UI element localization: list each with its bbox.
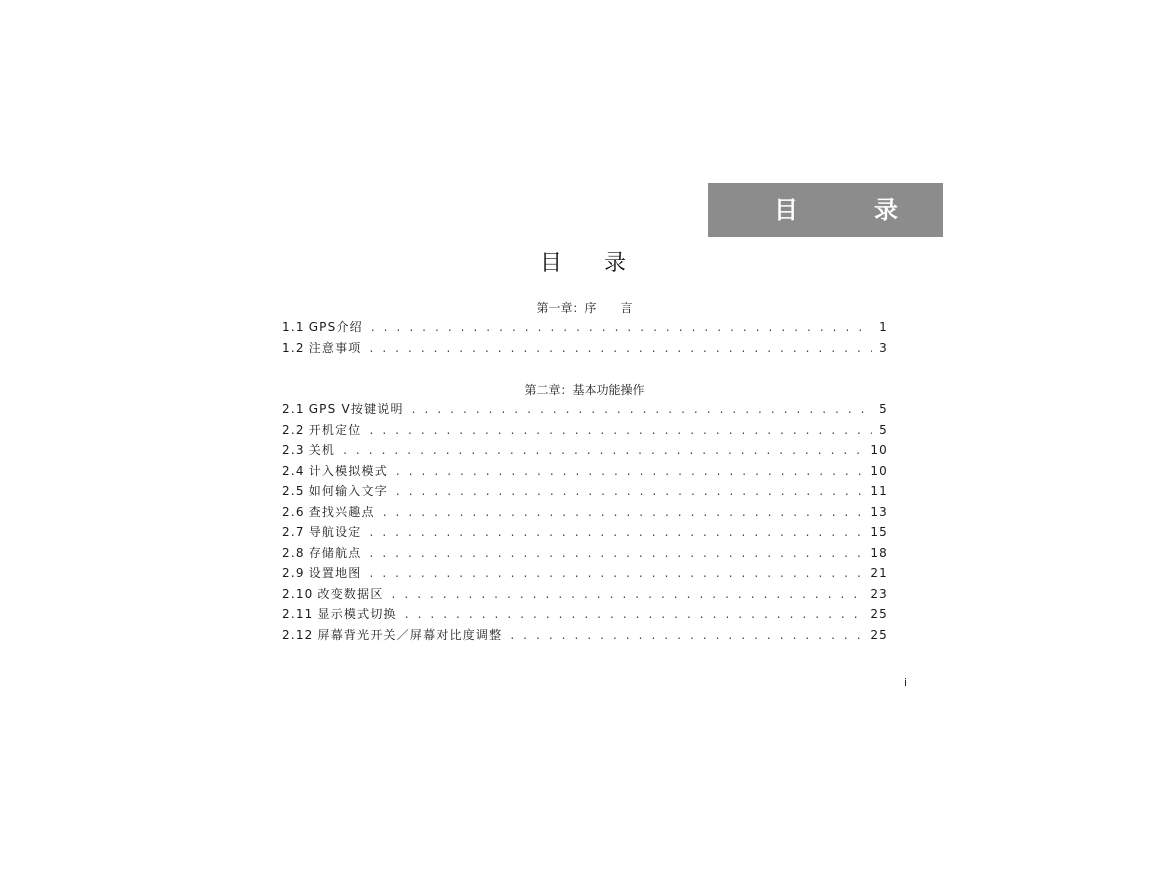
toc-entry-title: 导航设定 — [308, 525, 362, 539]
toc-entry-page: 15 — [870, 525, 888, 539]
toc-entry[interactable] — [282, 422, 888, 443]
toc-entry-title: 显示模式切换 — [317, 607, 397, 621]
toc-entry-title: 注意事项 — [308, 340, 362, 355]
toc-dot-leader — [396, 463, 864, 479]
header-tab-char-2: 录 — [874, 196, 898, 224]
toc-list-chapter-1 — [282, 319, 888, 360]
toc-dot-leader — [510, 627, 864, 643]
toc-dot-leader — [370, 524, 865, 540]
toc-entry-page: 10 — [870, 443, 888, 457]
toc-entry-title: GPS V按键说明 — [308, 402, 404, 416]
toc-entry-number: 2.12 — [282, 627, 314, 642]
toc-dot-leader — [370, 565, 865, 581]
toc-dot-leader — [383, 504, 865, 520]
toc-list-chapter-2 — [282, 401, 888, 647]
toc-entry-number: 2.8 — [282, 545, 305, 560]
toc-entry-page: 21 — [870, 566, 888, 580]
toc-entry[interactable] — [282, 524, 888, 545]
page-title: 目录 — [540, 251, 669, 276]
toc-entry-number: 2.4 — [282, 463, 305, 478]
toc-entry-title: 关机 — [308, 443, 336, 457]
toc-entry[interactable] — [282, 586, 888, 607]
toc-entry-title: GPS介绍 — [308, 320, 363, 334]
toc-entry[interactable] — [282, 545, 888, 566]
toc-dot-leader — [392, 586, 865, 602]
chapter-heading-2: 第二章：基本功能操作 — [524, 383, 645, 397]
toc-dot-leader — [405, 606, 865, 622]
toc-entry-title: 如何输入文字 — [308, 484, 388, 498]
toc-entry[interactable] — [282, 606, 888, 627]
toc-entry-number: 2.5 — [282, 484, 305, 498]
toc-entry[interactable] — [282, 483, 888, 504]
toc-entry[interactable] — [282, 340, 888, 361]
toc-entry-page: 25 — [870, 627, 888, 642]
toc-entry-number: 2.10 — [282, 586, 314, 601]
toc-entry[interactable] — [282, 504, 888, 525]
toc-entry-page: 13 — [870, 504, 888, 519]
toc-entry-number: 2.6 — [282, 504, 305, 519]
toc-entry-number: 2.9 — [282, 566, 305, 580]
toc-entry[interactable] — [282, 401, 888, 422]
toc-entry-title: 查找兴趣点 — [308, 504, 375, 519]
toc-entry-number: 2.3 — [282, 443, 305, 457]
toc-entry-number: 2.7 — [282, 525, 305, 539]
toc-entry-page: 10 — [870, 463, 888, 478]
toc-entry[interactable] — [282, 319, 888, 340]
toc-entry-page: 5 — [879, 422, 888, 437]
toc-dot-leader — [396, 483, 864, 499]
toc-entry-number: 2.1 — [282, 402, 305, 416]
toc-entry-page: 23 — [870, 586, 888, 601]
toc-entry-page: 1 — [879, 320, 888, 334]
toc-dot-leader — [370, 340, 873, 356]
toc-entry-number: 1.1 — [282, 320, 305, 334]
toc-entry-number: 2.11 — [282, 607, 314, 621]
toc-dot-leader — [371, 319, 872, 335]
toc-entry-page: 25 — [870, 607, 888, 621]
header-tab-char-1: 目 — [774, 196, 798, 224]
toc-entry-page: 3 — [879, 340, 888, 355]
toc-entry[interactable] — [282, 627, 888, 648]
toc-entry-page: 11 — [870, 484, 888, 498]
chapter-heading-1: 第一章：序 言 — [536, 301, 633, 315]
toc-entry-title: 改变数据区 — [317, 586, 384, 601]
toc-entry-number: 1.2 — [282, 340, 305, 355]
toc-dot-leader — [412, 401, 872, 417]
page-number: i — [904, 676, 908, 689]
toc-entry[interactable] — [282, 463, 888, 484]
toc-dot-leader — [343, 442, 864, 458]
toc-entry-title: 设置地图 — [308, 566, 362, 580]
toc-dot-leader — [370, 422, 873, 438]
toc-entry-page: 5 — [879, 402, 888, 416]
header-tab — [708, 183, 943, 237]
toc-entry-title: 屏幕背光开关／屏幕对比度调整 — [317, 627, 503, 642]
toc-entry-title: 开机定位 — [308, 422, 362, 437]
toc-entry-number: 2.2 — [282, 422, 305, 437]
toc-entry[interactable] — [282, 442, 888, 463]
toc-entry-page: 18 — [870, 545, 888, 560]
toc-entry[interactable] — [282, 565, 888, 586]
toc-dot-leader — [370, 545, 865, 561]
toc-entry-title: 计入模拟模式 — [308, 463, 388, 478]
toc-entry-title: 存储航点 — [308, 545, 362, 560]
